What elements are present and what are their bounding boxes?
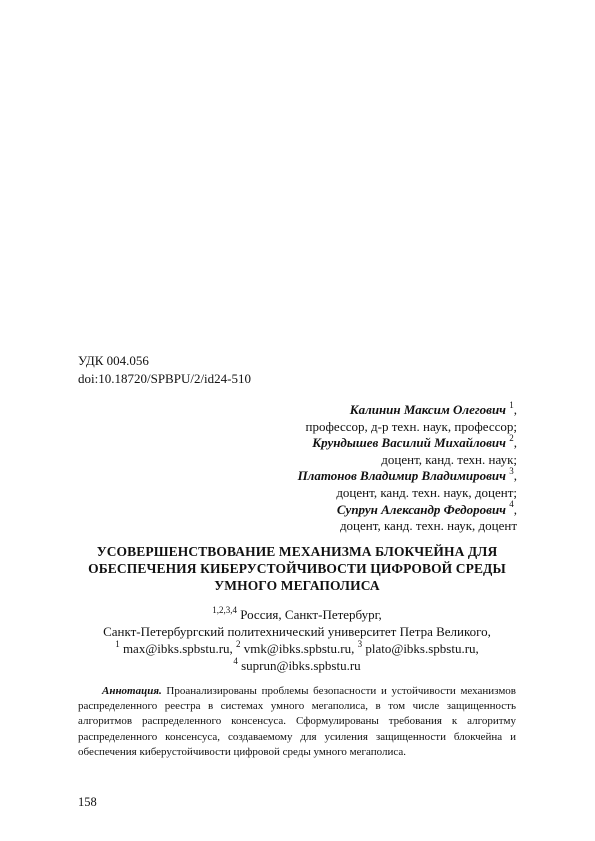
email-footnote-mark: 2 <box>236 638 241 649</box>
page-number: 158 <box>78 795 97 809</box>
author-footnote-mark: 2 <box>509 432 514 443</box>
author-entry <box>97 468 517 485</box>
udk-code: УДК 004.056 <box>78 353 149 368</box>
title-line: ОБЕСПЕЧЕНИЯ КИБЕРУСТОЙЧИВОСТИ ЦИФРОВОЙ СРЕДЫ <box>88 561 506 576</box>
author-entry <box>97 499 517 519</box>
affiliation-emails-line-1 <box>78 640 516 657</box>
abstract-label: Аннотация. <box>102 685 162 697</box>
affiliation-emails-line-2 <box>78 657 516 674</box>
abstract <box>78 684 516 760</box>
affiliation-location-line <box>78 606 516 623</box>
doi: doi:10.18720/SPBPU/2/id24-510 <box>78 371 251 386</box>
title-line: УМНОГО МЕГАПОЛИСА <box>214 578 380 593</box>
author-email: max@ibks.spbstu.ru, <box>119 641 237 656</box>
affiliation <box>78 606 516 674</box>
author-name: Калинин Максим Олегович <box>349 402 506 417</box>
email-footnote-mark: 4 <box>233 655 238 666</box>
author-position: доцент, канд. техн. наук, доцент <box>339 518 517 534</box>
abstract-text: Проанализированы проблемы безопасности и устойчивости механизмов распределенного реестра в системах умного мегаполиса, в том числе защищенность алгоритмов распределенного консенсуса. Сформулированы требования к алгоритму распределенного консенсуса, создаваемому для усиления защищенности блокчейна и обеспечения киберустойчивости цифровой среды умного мегаполиса. <box>78 685 516 758</box>
author-footnote-mark: 3 <box>509 466 514 477</box>
author-entry <box>97 399 517 419</box>
author-footnote-mark: 4 <box>509 499 514 510</box>
author-position: профессор, д-р техн. наук, профессор; <box>305 418 517 434</box>
author-email: plato@ibks.spbstu.ru, <box>362 641 479 656</box>
article-meta <box>78 352 251 388</box>
author-name: Крундышев Василий Михайлович <box>312 435 506 451</box>
author-separator: , <box>513 435 517 451</box>
author-email: vmk@ibks.spbstu.ru, <box>240 641 358 656</box>
affiliation-location: Россия, Санкт-Петербург, <box>236 607 382 622</box>
author-entry <box>97 432 517 452</box>
affiliation-university: Санкт-Петербургский политехнический университет Петра Великого, <box>103 624 491 639</box>
affiliation-footnote-mark: 1,2,3,4 <box>212 604 237 615</box>
author-separator: , <box>513 402 517 417</box>
author-position: доцент, канд. техн. наук; <box>381 451 517 467</box>
author-position: доцент, канд. техн. наук, доцент; <box>336 484 517 500</box>
author-name: Супрун Александр Федорович <box>336 501 506 517</box>
email-footnote-mark: 3 <box>357 638 363 649</box>
author-separator: , <box>513 468 517 484</box>
author-list <box>97 399 517 535</box>
paper-title <box>78 543 516 594</box>
title-line: УСОВЕРШЕНСТВОВАНИЕ МЕХАНИЗМА БЛОКЧЕЙНА ДЛЯ <box>96 544 498 559</box>
author-name: Платонов Владимир Владимирович <box>297 468 506 484</box>
author-separator: , <box>513 501 517 517</box>
email-footnote-mark: 1 <box>115 638 120 649</box>
author-footnote-mark: 1 <box>509 399 514 410</box>
author-email: suprun@ibks.spbstu.ru <box>237 658 361 673</box>
